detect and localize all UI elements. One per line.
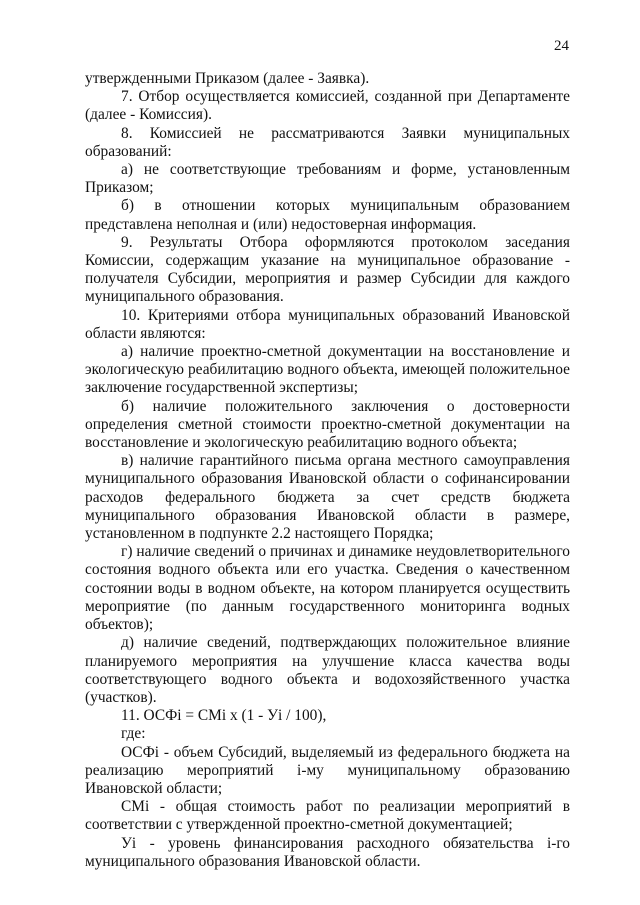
paragraph-11-formula: 11. ОСФi = СМi x (1 - Уi / 100),	[121, 707, 327, 725]
paragraph-10d: г) наличие сведений о причинах и динамике неудовлетворительного состояния водного объекта или его участка. Сведения о качественном состоянии воды в водном объекте, на котором планируется осуществить мероприятие (по данным государственного мониторинга водных объектов);	[85, 543, 570, 634]
document-body	[85, 70, 570, 871]
paragraph-8-not-considered: 8. Комиссией не рассматриваются Заявки муниципальных образований:	[85, 124, 570, 160]
paragraph-9-results: 9. Результаты Отбора оформляются протоколом заседания Комиссии, содержащим указание на муниципальное образование - получателя Субсидии, мероприятия и размер Субсидии для каждого муниципального образования.	[85, 233, 570, 306]
paragraph-application-definition: утвержденными Приказом (далее - Заявка).	[85, 70, 370, 87]
paragraph-10-criteria: 10. Критериями отбора муниципальных образований Ивановской области являются:	[85, 306, 570, 342]
paragraph-10b: б) наличие положительного заключения о достоверности определения сметной стоимости проектно-сметной документации на восстановление и экологическую реабилитацию водного объекта;	[85, 397, 570, 452]
paragraph-8b: б) в отношении которых муниципальным образованием представлена неполная и (или) недостоверная информация.	[85, 197, 570, 233]
paragraph-8a: а) не соответствующие требованиям и форме, установленным Приказом;	[85, 161, 570, 197]
paragraph-10a: а) наличие проектно-сметной документации на восстановление и экологическую реабилитацию водного объекта, имеющей положительное заключение государственной экспертизы;	[85, 343, 570, 397]
paragraph-10e: д) наличие сведений, подтверждающих положительное влияние планируемого мероприятия на улучшение класса качества воды соответствующего водного объекта и водохозяйственного участка (участков).	[85, 634, 570, 706]
paragraph-7-commission: 7. Отбор осуществляется комиссией, созданной при Департаменте (далее - Комиссия).	[85, 88, 570, 124]
paragraph-10c: в) наличие гарантийного письма органа местного самоуправления муниципального образования Ивановской области о софинансировании расходов федерального бюджета за счет средств бюджета муниципального образования Ивановской области в размере, установленном в подпункте 2.2 настоящего Порядка;	[85, 452, 570, 543]
page-number: 24	[554, 38, 569, 54]
paragraph-u-definition: Уi - уровень финансирования расходного обязательства i-го муниципального образования Ивановской области.	[85, 834, 570, 870]
paragraph-where: где:	[121, 725, 146, 743]
paragraph-osf-definition: ОСФi - объем Субсидий, выделяемый из федерального бюджета на реализацию мероприятий i-му муниципальному образованию Ивановской области;	[85, 743, 570, 797]
paragraph-sm-definition: СМi - общая стоимость работ по реализации мероприятий в соответствии с утвержденной проектно-сметной документацией;	[85, 798, 570, 834]
